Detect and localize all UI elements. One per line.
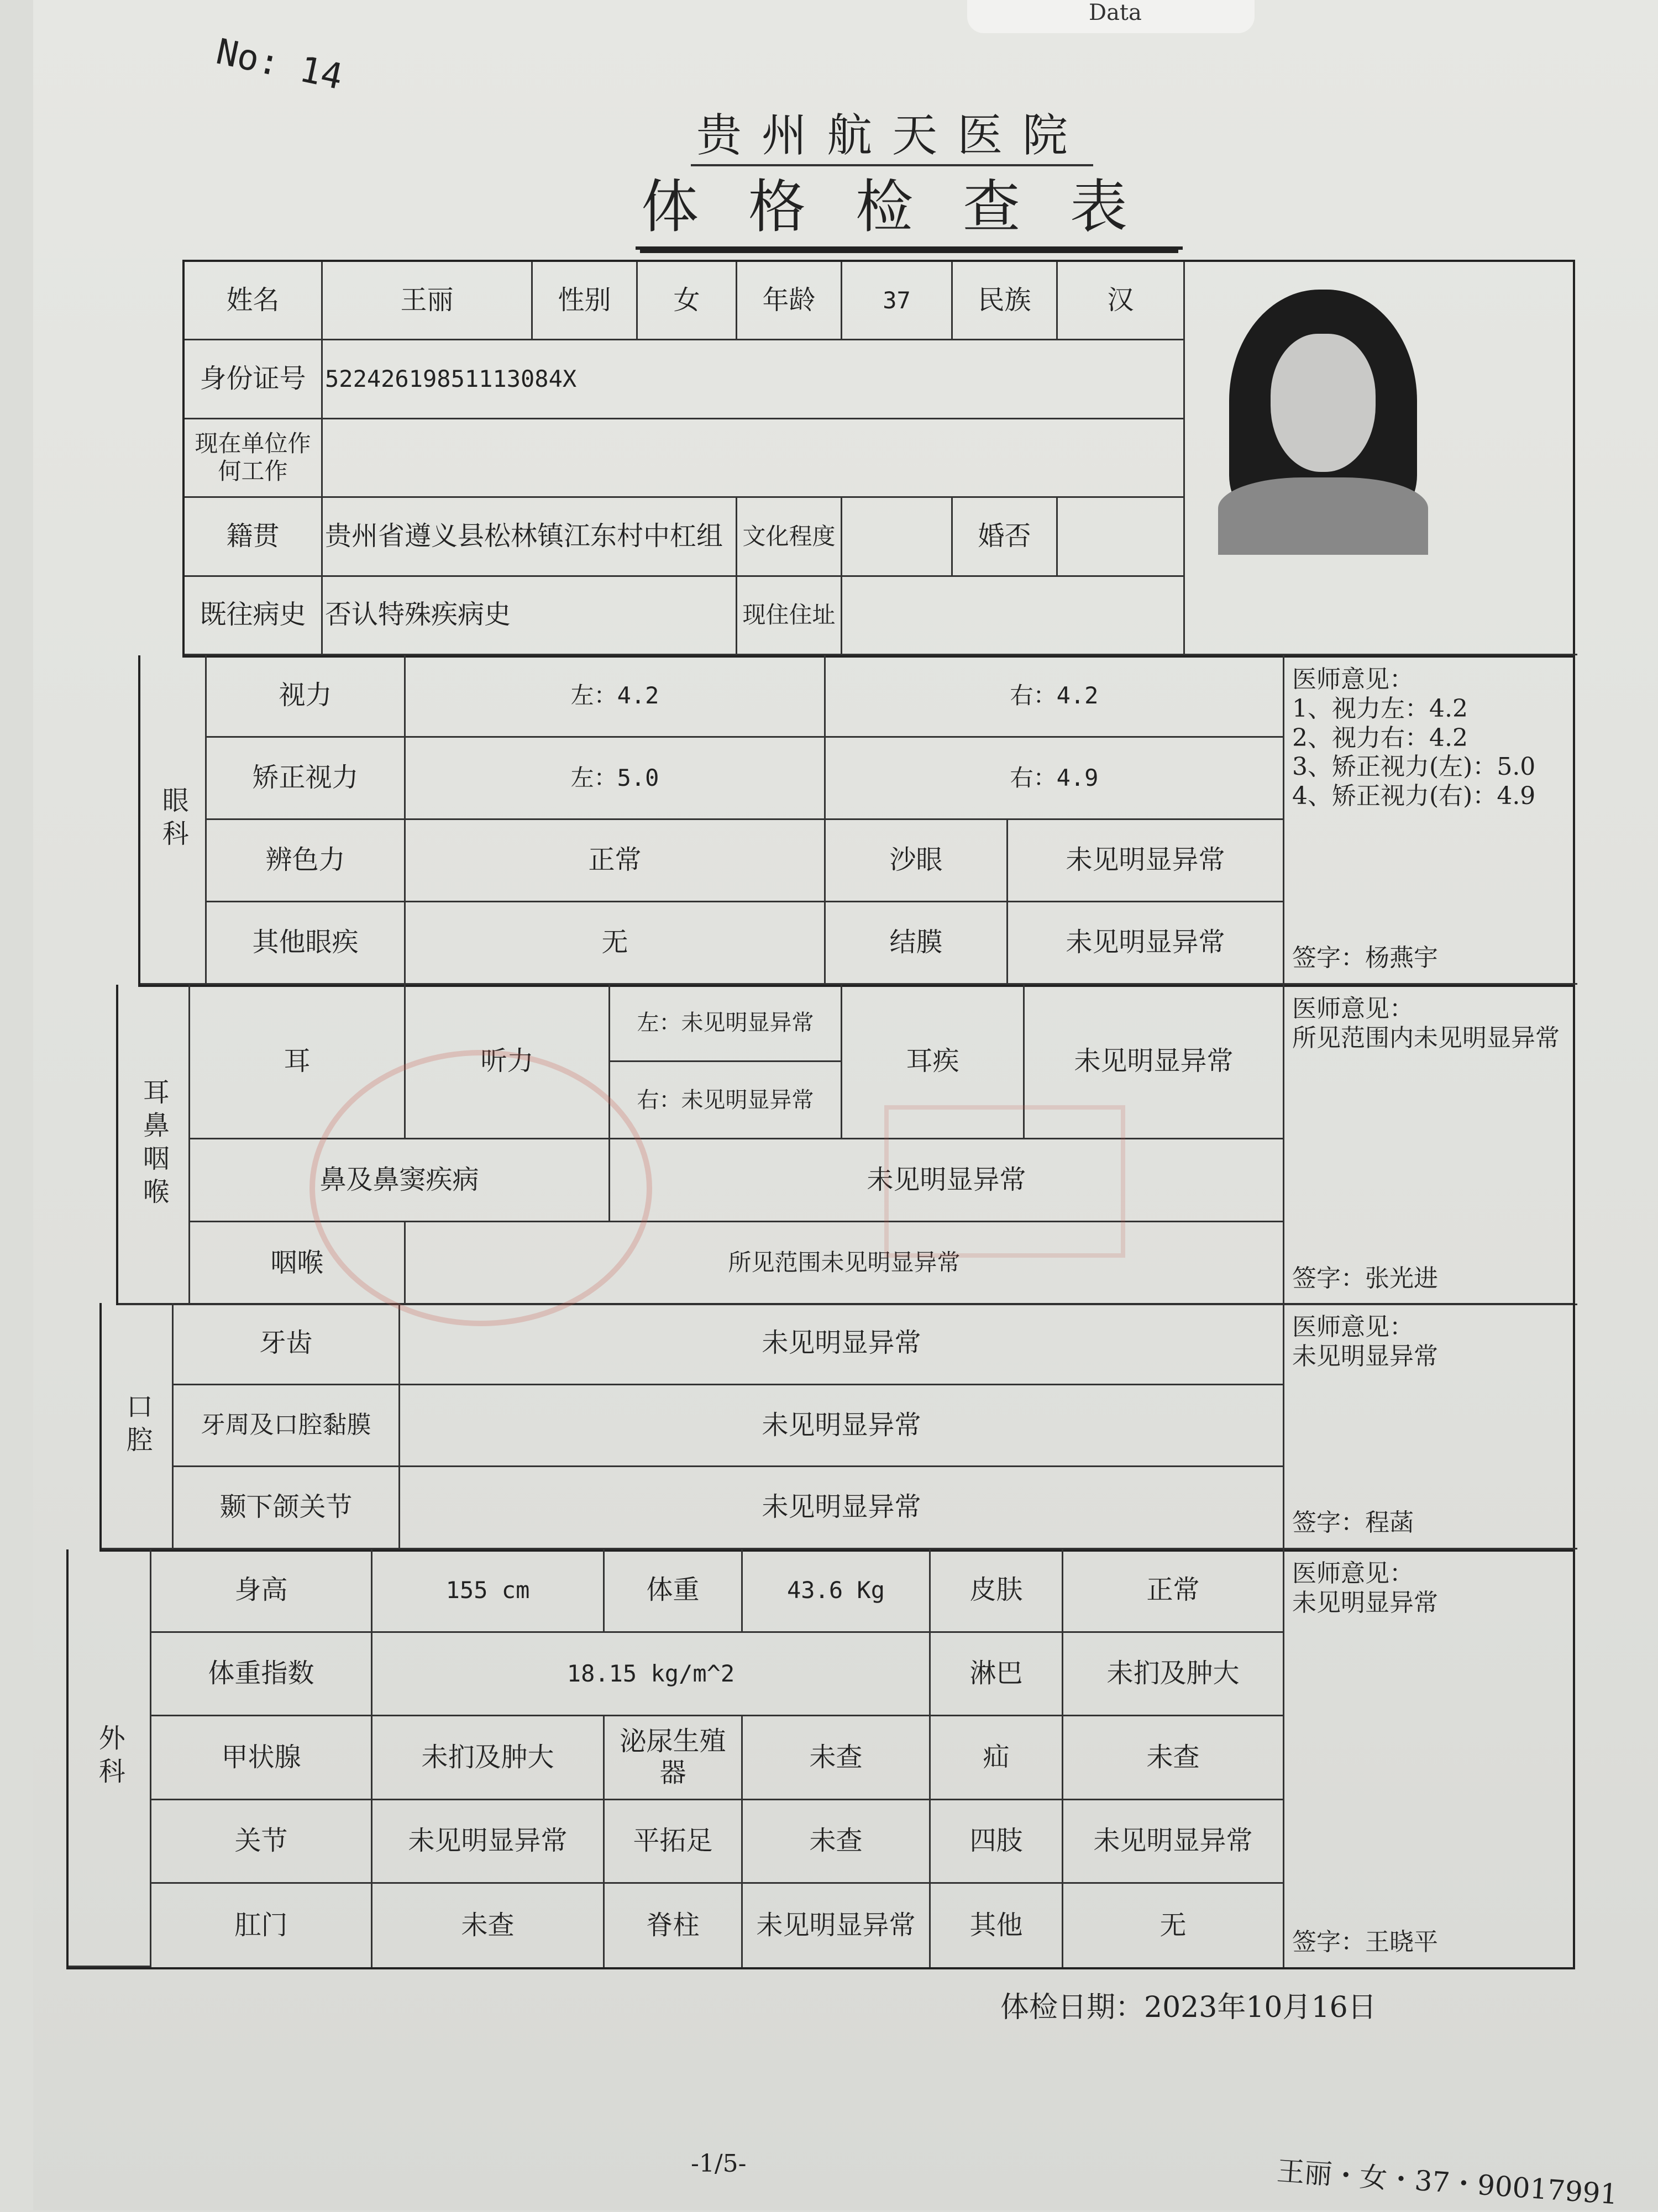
id-value: 52242619851113084X bbox=[323, 340, 1185, 419]
other-value: 无 bbox=[1063, 1884, 1284, 1967]
patient-photo bbox=[1185, 262, 1577, 655]
nose-value: 未见明显异常 bbox=[610, 1139, 1284, 1222]
other-label: 其他 bbox=[931, 1884, 1063, 1967]
conjunctiva-label: 结膜 bbox=[826, 902, 1008, 985]
throat-label: 咽喉 bbox=[190, 1222, 406, 1305]
oral-signature: 签字：程菡 bbox=[1292, 1509, 1414, 1537]
mucosa-value: 未见明显异常 bbox=[400, 1385, 1284, 1468]
hernia-value: 未查 bbox=[1063, 1716, 1284, 1800]
history-label: 既往病史 bbox=[185, 577, 323, 655]
color-vision-label: 辨色力 bbox=[207, 820, 406, 902]
ear-label: 耳 bbox=[190, 985, 406, 1139]
page-number: -1/5- bbox=[691, 2150, 747, 2178]
surgery-opinion-text: 医师意见： 未见明显异常 bbox=[1292, 1559, 1438, 1617]
oral-section bbox=[99, 1303, 1575, 1552]
ethnicity-value: 汉 bbox=[1058, 262, 1185, 340]
eye-section bbox=[138, 655, 1575, 987]
eye-opinion-text: 医师意见： 1、视力左：4.2 2、视力右：4.2 3、矫正视力(左)：5.0 4、矫正视力(右)：4.9 bbox=[1292, 665, 1536, 811]
joint-value: 未见明显异常 bbox=[372, 1800, 605, 1884]
vision-label: 视力 bbox=[207, 655, 406, 738]
joint-label: 关节 bbox=[151, 1800, 372, 1884]
hernia-label: 疝 bbox=[931, 1716, 1063, 1800]
bmi-value: 18.15 kg/m^2 bbox=[372, 1633, 931, 1716]
limbs-value: 未见明显异常 bbox=[1063, 1800, 1284, 1884]
eye-physician-opinion bbox=[1284, 655, 1577, 985]
work-label: 现在单位作何工作 bbox=[185, 419, 323, 498]
height-label: 身高 bbox=[151, 1549, 372, 1633]
ethnicity-label: 民族 bbox=[953, 262, 1058, 340]
weight-value: 43.6 Kg bbox=[743, 1549, 931, 1633]
oral-dept-label: 口腔 bbox=[102, 1303, 174, 1549]
spine-value: 未见明显异常 bbox=[743, 1884, 931, 1967]
name-value: 王丽 bbox=[323, 262, 533, 340]
hearing-right: 右：未见明显异常 bbox=[610, 1062, 842, 1139]
teeth-value: 未见明显异常 bbox=[400, 1303, 1284, 1385]
native-label: 籍贯 bbox=[185, 498, 323, 576]
sex-value: 女 bbox=[638, 262, 737, 340]
mucosa-label: 牙周及口腔黏膜 bbox=[174, 1385, 400, 1468]
native-value: 贵州省遵义县松林镇江东村中杠组 bbox=[323, 498, 737, 576]
weight-label: 体重 bbox=[605, 1549, 743, 1633]
eye-dept-label: 眼科 bbox=[140, 655, 207, 985]
vision-left: 左：4.2 bbox=[406, 655, 826, 738]
bmi-label: 体重指数 bbox=[151, 1633, 372, 1716]
height-value: 155 cm bbox=[372, 1549, 605, 1633]
corrected-left: 左：5.0 bbox=[406, 738, 826, 820]
ent-section bbox=[116, 985, 1575, 1305]
trachoma-value: 未见明显异常 bbox=[1008, 820, 1284, 902]
history-value: 否认特殊疾病史 bbox=[323, 577, 737, 655]
education-value bbox=[842, 498, 953, 576]
ear-disease-value: 未见明显异常 bbox=[1025, 985, 1284, 1139]
surgery-signature: 签字：王晓平 bbox=[1292, 1928, 1438, 1957]
address-value bbox=[842, 577, 1185, 655]
skin-value: 正常 bbox=[1063, 1549, 1284, 1633]
ent-signature: 签字：张光进 bbox=[1292, 1264, 1438, 1293]
folder-tab bbox=[967, 0, 1255, 33]
surgery-physician-opinion bbox=[1284, 1549, 1577, 1967]
thyroid-label: 甲状腺 bbox=[151, 1716, 372, 1800]
photo-shoulders bbox=[1218, 477, 1428, 555]
nose-label: 鼻及鼻窦疾病 bbox=[190, 1139, 610, 1222]
tmj-value: 未见明显异常 bbox=[400, 1467, 1284, 1549]
ent-dept-label: 耳鼻咽喉 bbox=[118, 985, 190, 1305]
spine-label: 脊柱 bbox=[605, 1884, 743, 1967]
sex-label: 性别 bbox=[533, 262, 638, 340]
lymph-label: 淋巴 bbox=[931, 1633, 1063, 1716]
folder-label: Data bbox=[1089, 0, 1142, 25]
education-label: 文化程度 bbox=[737, 498, 842, 576]
patient-footer: 王丽・女・37・90017991 bbox=[1276, 2155, 1619, 2211]
tmj-label: 颞下颌关节 bbox=[174, 1467, 400, 1549]
surgery-dept-label: 外科 bbox=[69, 1549, 151, 1967]
oral-physician-opinion bbox=[1284, 1303, 1577, 1549]
surgery-section bbox=[66, 1549, 1575, 1969]
corrected-vision-label: 矫正视力 bbox=[207, 738, 406, 820]
color-vision-value: 正常 bbox=[406, 820, 826, 902]
urogenital-value: 未查 bbox=[743, 1716, 931, 1800]
oral-opinion-text: 医师意见： 未见明显异常 bbox=[1292, 1313, 1438, 1370]
limbs-label: 四肢 bbox=[931, 1800, 1063, 1884]
id-label: 身份证号 bbox=[185, 340, 323, 419]
throat-value: 所见范围未见明显异常 bbox=[406, 1222, 1284, 1305]
address-label: 现住住址 bbox=[737, 577, 842, 655]
hospital-name: 贵州航天医院 bbox=[691, 99, 1093, 166]
eye-signature: 签字：杨燕宇 bbox=[1292, 944, 1438, 973]
thyroid-value: 未扪及肿大 bbox=[372, 1716, 605, 1800]
anus-value: 未查 bbox=[372, 1884, 605, 1967]
urogenital-label: 泌尿生殖器 bbox=[605, 1716, 743, 1800]
ent-physician-opinion bbox=[1284, 985, 1577, 1305]
conjunctiva-value: 未见明显异常 bbox=[1008, 902, 1284, 985]
teeth-label: 牙齿 bbox=[174, 1303, 400, 1385]
corrected-right: 右：4.9 bbox=[826, 738, 1284, 820]
lymph-value: 未扪及肿大 bbox=[1063, 1633, 1284, 1716]
name-label: 姓名 bbox=[185, 262, 323, 340]
flatfoot-label: 平拓足 bbox=[605, 1800, 743, 1884]
document-number: No: 14 bbox=[212, 31, 347, 98]
ent-opinion-text: 医师意见： 所见范围内未见明显异常 bbox=[1292, 995, 1560, 1052]
hearing-label: 听力 bbox=[406, 985, 610, 1139]
other-eye-label: 其他眼疾 bbox=[207, 902, 406, 985]
flatfoot-value: 未查 bbox=[743, 1800, 931, 1884]
personal-info-section bbox=[182, 260, 1575, 658]
photo-face bbox=[1271, 334, 1376, 472]
marital-label: 婚否 bbox=[953, 498, 1058, 576]
vision-right: 右：4.2 bbox=[826, 655, 1284, 738]
exam-date: 体检日期：2023年10月16日 bbox=[1000, 1991, 1377, 2024]
anus-label: 肛门 bbox=[151, 1884, 372, 1967]
trachoma-label: 沙眼 bbox=[826, 820, 1008, 902]
form-title: 体格检查表 bbox=[636, 160, 1183, 250]
age-value: 37 bbox=[842, 262, 953, 340]
work-value bbox=[323, 419, 1185, 498]
ear-disease-label: 耳疾 bbox=[842, 985, 1025, 1139]
hearing-left: 左：未见明显异常 bbox=[610, 985, 842, 1062]
other-eye-value: 无 bbox=[406, 902, 826, 985]
skin-label: 皮肤 bbox=[931, 1549, 1063, 1633]
marital-value bbox=[1058, 498, 1185, 576]
age-label: 年龄 bbox=[737, 262, 842, 340]
